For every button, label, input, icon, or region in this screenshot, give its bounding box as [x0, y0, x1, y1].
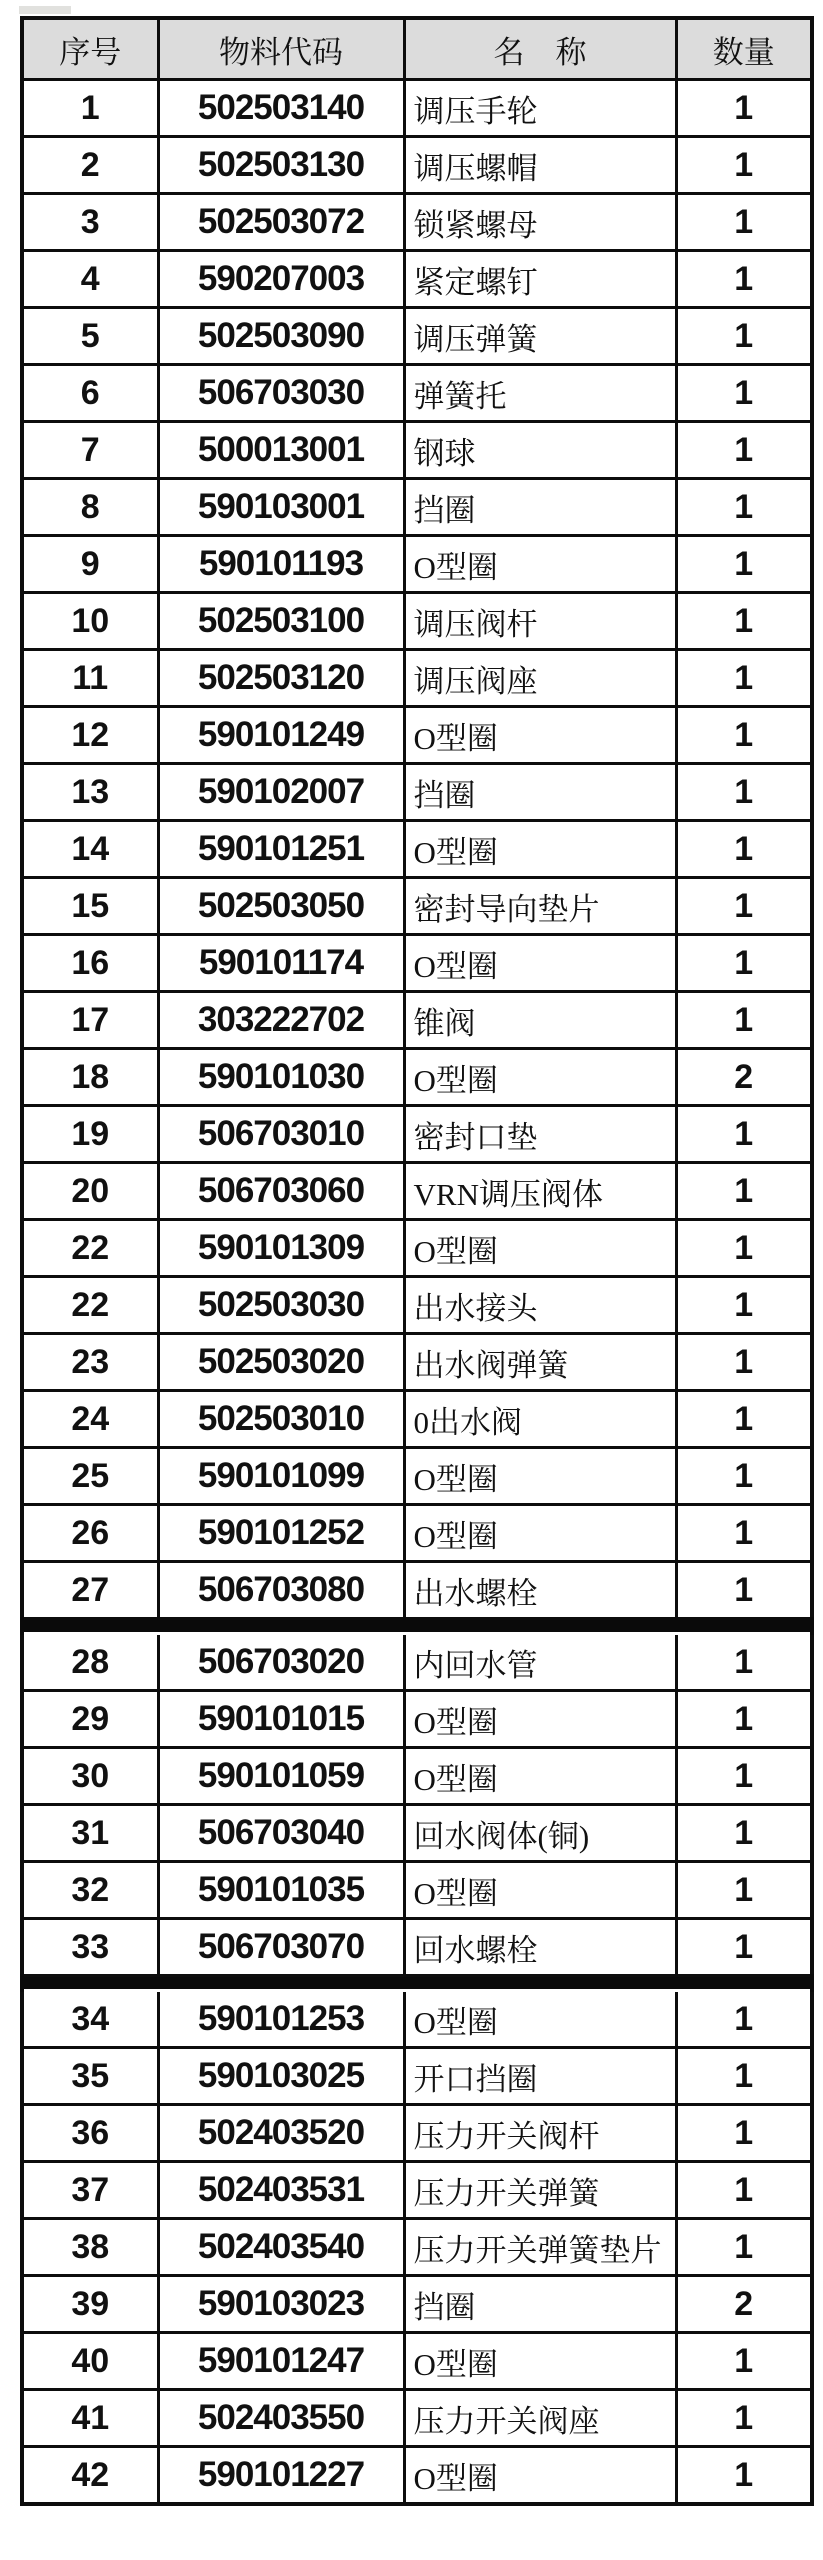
row-quantity-cell: 1 [676, 1919, 812, 1976]
row-name-cell: 0出水阀 [404, 1391, 676, 1448]
row-code-cell: 502503010 [158, 1391, 404, 1448]
table-row [22, 479, 812, 536]
row-quantity-cell: 1 [676, 1748, 812, 1805]
row-code-cell: 590101174 [158, 935, 404, 992]
row-code-cell: 303222702 [158, 992, 404, 1049]
row-code-cell: 590101193 [158, 536, 404, 593]
row-serial-cell: 14 [22, 821, 158, 878]
row-code-cell: 506703040 [158, 1805, 404, 1862]
row-serial-cell: 11 [22, 650, 158, 707]
row-serial-cell: 3 [22, 194, 158, 251]
row-quantity-cell: 1 [676, 1805, 812, 1862]
row-serial-cell: 24 [22, 1391, 158, 1448]
row-code-cell: 590101249 [158, 707, 404, 764]
table-row [22, 2048, 812, 2105]
section-separator-band [22, 1976, 812, 1991]
row-quantity-cell: 1 [676, 1691, 812, 1748]
row-quantity-cell: 1 [676, 2390, 812, 2447]
row-name-cell: 锥阀 [404, 992, 676, 1049]
row-quantity-cell: 1 [676, 1634, 812, 1691]
row-serial-cell: 34 [22, 1991, 158, 2048]
table-row [22, 593, 812, 650]
row-serial-cell: 4 [22, 251, 158, 308]
row-serial-cell: 28 [22, 1634, 158, 1691]
table-row [22, 992, 812, 1049]
table-row [22, 1634, 812, 1691]
row-serial-cell: 2 [22, 137, 158, 194]
row-name-cell: O型圈 [404, 1862, 676, 1919]
row-code-cell: 502403520 [158, 2105, 404, 2162]
row-name-cell: 弹簧托 [404, 365, 676, 422]
row-quantity-cell: 2 [676, 2276, 812, 2333]
row-name-cell: O型圈 [404, 2333, 676, 2390]
row-name-cell: 钢球 [404, 422, 676, 479]
row-quantity-cell: 1 [676, 593, 812, 650]
row-quantity-cell: 1 [676, 1991, 812, 2048]
table-row [22, 1220, 812, 1277]
row-serial-cell: 38 [22, 2219, 158, 2276]
table-row [22, 935, 812, 992]
table-row [22, 1334, 812, 1391]
row-quantity-cell: 1 [676, 251, 812, 308]
row-serial-cell: 9 [22, 536, 158, 593]
table-row [22, 137, 812, 194]
row-code-cell: 590101059 [158, 1748, 404, 1805]
row-quantity-cell: 1 [676, 2219, 812, 2276]
row-name-cell: O型圈 [404, 935, 676, 992]
row-quantity-cell: 1 [676, 821, 812, 878]
row-name-cell: O型圈 [404, 1049, 676, 1106]
header-quantity: 数量 [676, 18, 812, 80]
row-code-cell: 506703080 [158, 1562, 404, 1619]
table-body [22, 80, 812, 2505]
row-code-cell: 590101227 [158, 2447, 404, 2505]
row-code-cell: 590103001 [158, 479, 404, 536]
table-row [22, 251, 812, 308]
table-row [22, 1049, 812, 1106]
table-row [22, 80, 812, 137]
row-name-cell: 压力开关阀座 [404, 2390, 676, 2447]
row-name-cell: 密封口垫 [404, 1106, 676, 1163]
section-separator-band [22, 1619, 812, 1634]
row-name-cell: 开口挡圈 [404, 2048, 676, 2105]
row-serial-cell: 42 [22, 2447, 158, 2505]
table-row [22, 1805, 812, 1862]
row-name-cell: 回水阀体(铜) [404, 1805, 676, 1862]
row-name-cell: O型圈 [404, 1691, 676, 1748]
table-row [22, 764, 812, 821]
row-quantity-cell: 1 [676, 992, 812, 1049]
row-serial-cell: 35 [22, 2048, 158, 2105]
row-quantity-cell: 1 [676, 707, 812, 764]
table-row [22, 821, 812, 878]
header-material-code: 物料代码 [158, 18, 404, 80]
row-quantity-cell: 1 [676, 935, 812, 992]
row-quantity-cell: 1 [676, 764, 812, 821]
row-name-cell: O型圈 [404, 1505, 676, 1562]
row-quantity-cell: 1 [676, 650, 812, 707]
table-row [22, 1748, 812, 1805]
row-serial-cell: 39 [22, 2276, 158, 2333]
row-name-cell: O型圈 [404, 707, 676, 764]
table-row [22, 707, 812, 764]
row-serial-cell: 33 [22, 1919, 158, 1976]
table-row [22, 1277, 812, 1334]
row-name-cell: 出水阀弹簧 [404, 1334, 676, 1391]
row-quantity-cell: 1 [676, 1334, 812, 1391]
table-row [22, 2219, 812, 2276]
table-row [22, 1163, 812, 1220]
row-name-cell: 挡圈 [404, 2276, 676, 2333]
row-name-cell: O型圈 [404, 1748, 676, 1805]
table-row [22, 1991, 812, 2048]
row-quantity-cell: 1 [676, 137, 812, 194]
row-serial-cell: 6 [22, 365, 158, 422]
row-quantity-cell: 1 [676, 1505, 812, 1562]
row-code-cell: 590102007 [158, 764, 404, 821]
header-row [22, 18, 812, 80]
table-row [22, 650, 812, 707]
parts-list-table [20, 16, 814, 2506]
row-code-cell: 590103023 [158, 2276, 404, 2333]
row-serial-cell: 17 [22, 992, 158, 1049]
row-quantity-cell: 1 [676, 479, 812, 536]
row-serial-cell: 5 [22, 308, 158, 365]
row-code-cell: 502503100 [158, 593, 404, 650]
row-quantity-cell: 1 [676, 2447, 812, 2505]
row-serial-cell: 27 [22, 1562, 158, 1619]
row-code-cell: 502503030 [158, 1277, 404, 1334]
row-code-cell: 502503090 [158, 308, 404, 365]
row-code-cell: 502503130 [158, 137, 404, 194]
row-serial-cell: 19 [22, 1106, 158, 1163]
row-serial-cell: 30 [22, 1748, 158, 1805]
row-serial-cell: 8 [22, 479, 158, 536]
row-serial-cell: 26 [22, 1505, 158, 1562]
row-code-cell: 590101099 [158, 1448, 404, 1505]
row-serial-cell: 1 [22, 80, 158, 137]
row-name-cell: 调压阀杆 [404, 593, 676, 650]
row-serial-cell: 15 [22, 878, 158, 935]
header-part-name: 名 称 [404, 18, 676, 80]
row-name-cell: 密封导向垫片 [404, 878, 676, 935]
row-code-cell: 506703020 [158, 1634, 404, 1691]
header-serial-number: 序号 [22, 18, 158, 80]
row-serial-cell: 10 [22, 593, 158, 650]
row-name-cell: 调压弹簧 [404, 308, 676, 365]
row-serial-cell: 16 [22, 935, 158, 992]
row-serial-cell: 40 [22, 2333, 158, 2390]
table-row [22, 365, 812, 422]
row-code-cell: 502503050 [158, 878, 404, 935]
row-quantity-cell: 1 [676, 2162, 812, 2219]
row-name-cell: O型圈 [404, 2447, 676, 2505]
table-row [22, 878, 812, 935]
row-code-cell: 590101035 [158, 1862, 404, 1919]
row-name-cell: 调压螺帽 [404, 137, 676, 194]
row-quantity-cell: 1 [676, 878, 812, 935]
row-name-cell: 内回水管 [404, 1634, 676, 1691]
table-row [22, 2333, 812, 2390]
row-serial-cell: 25 [22, 1448, 158, 1505]
row-serial-cell: 23 [22, 1334, 158, 1391]
row-code-cell: 506703060 [158, 1163, 404, 1220]
row-name-cell: O型圈 [404, 821, 676, 878]
row-serial-cell: 22 [22, 1277, 158, 1334]
table-row [22, 422, 812, 479]
row-code-cell: 502403540 [158, 2219, 404, 2276]
row-serial-cell: 41 [22, 2390, 158, 2447]
row-name-cell: VRN调压阀体 [404, 1163, 676, 1220]
row-serial-cell: 7 [22, 422, 158, 479]
row-code-cell: 502503072 [158, 194, 404, 251]
row-code-cell: 590101253 [158, 1991, 404, 2048]
row-quantity-cell: 1 [676, 308, 812, 365]
section-separator [22, 1619, 812, 1634]
table-row [22, 2276, 812, 2333]
row-name-cell: O型圈 [404, 1220, 676, 1277]
table-row [22, 2162, 812, 2219]
row-code-cell: 590101030 [158, 1049, 404, 1106]
row-serial-cell: 36 [22, 2105, 158, 2162]
row-name-cell: O型圈 [404, 536, 676, 593]
section-separator [22, 1976, 812, 1991]
table-row [22, 1391, 812, 1448]
table-row [22, 1691, 812, 1748]
row-name-cell: 出水接头 [404, 1277, 676, 1334]
row-name-cell: O型圈 [404, 1991, 676, 2048]
scan-artifact [19, 6, 71, 14]
table-row [22, 536, 812, 593]
row-name-cell: 紧定螺钉 [404, 251, 676, 308]
row-quantity-cell: 1 [676, 1163, 812, 1220]
row-quantity-cell: 1 [676, 80, 812, 137]
table-row [22, 1562, 812, 1619]
row-quantity-cell: 1 [676, 1220, 812, 1277]
table-row [22, 1448, 812, 1505]
row-quantity-cell: 1 [676, 1391, 812, 1448]
row-code-cell: 502403550 [158, 2390, 404, 2447]
row-code-cell: 590103025 [158, 2048, 404, 2105]
row-serial-cell: 29 [22, 1691, 158, 1748]
row-code-cell: 590101252 [158, 1505, 404, 1562]
table-row [22, 1106, 812, 1163]
row-code-cell: 590101015 [158, 1691, 404, 1748]
row-name-cell: O型圈 [404, 1448, 676, 1505]
table-row [22, 1862, 812, 1919]
row-name-cell: 压力开关弹簧 [404, 2162, 676, 2219]
row-code-cell: 506703070 [158, 1919, 404, 1976]
row-code-cell: 590101309 [158, 1220, 404, 1277]
table-row [22, 308, 812, 365]
row-name-cell: 锁紧螺母 [404, 194, 676, 251]
row-quantity-cell: 1 [676, 1448, 812, 1505]
row-code-cell: 506703030 [158, 365, 404, 422]
row-serial-cell: 31 [22, 1805, 158, 1862]
row-serial-cell: 22 [22, 1220, 158, 1277]
row-name-cell: 出水螺栓 [404, 1562, 676, 1619]
row-name-cell: 挡圈 [404, 764, 676, 821]
row-code-cell: 590101247 [158, 2333, 404, 2390]
row-name-cell: 压力开关弹簧垫片 [404, 2219, 676, 2276]
row-code-cell: 590207003 [158, 251, 404, 308]
row-quantity-cell: 1 [676, 1277, 812, 1334]
row-quantity-cell: 1 [676, 536, 812, 593]
row-code-cell: 500013001 [158, 422, 404, 479]
row-quantity-cell: 1 [676, 2048, 812, 2105]
row-serial-cell: 32 [22, 1862, 158, 1919]
table-row [22, 2447, 812, 2505]
row-quantity-cell: 1 [676, 1862, 812, 1919]
row-name-cell: 调压手轮 [404, 80, 676, 137]
row-serial-cell: 18 [22, 1049, 158, 1106]
row-quantity-cell: 2 [676, 1049, 812, 1106]
row-name-cell: 压力开关阀杆 [404, 2105, 676, 2162]
row-quantity-cell: 1 [676, 2105, 812, 2162]
row-name-cell: 调压阀座 [404, 650, 676, 707]
table-row [22, 1505, 812, 1562]
row-quantity-cell: 1 [676, 1562, 812, 1619]
row-quantity-cell: 1 [676, 422, 812, 479]
row-code-cell: 590101251 [158, 821, 404, 878]
table-row [22, 194, 812, 251]
row-serial-cell: 12 [22, 707, 158, 764]
row-name-cell: 挡圈 [404, 479, 676, 536]
row-code-cell: 502503020 [158, 1334, 404, 1391]
row-code-cell: 506703010 [158, 1106, 404, 1163]
row-serial-cell: 13 [22, 764, 158, 821]
row-quantity-cell: 1 [676, 1106, 812, 1163]
table-row [22, 2390, 812, 2447]
table-row [22, 2105, 812, 2162]
table-row [22, 1919, 812, 1976]
row-name-cell: 回水螺栓 [404, 1919, 676, 1976]
row-code-cell: 502403531 [158, 2162, 404, 2219]
row-serial-cell: 37 [22, 2162, 158, 2219]
row-code-cell: 502503120 [158, 650, 404, 707]
row-code-cell: 502503140 [158, 80, 404, 137]
row-serial-cell: 20 [22, 1163, 158, 1220]
row-quantity-cell: 1 [676, 365, 812, 422]
row-quantity-cell: 1 [676, 2333, 812, 2390]
row-quantity-cell: 1 [676, 194, 812, 251]
